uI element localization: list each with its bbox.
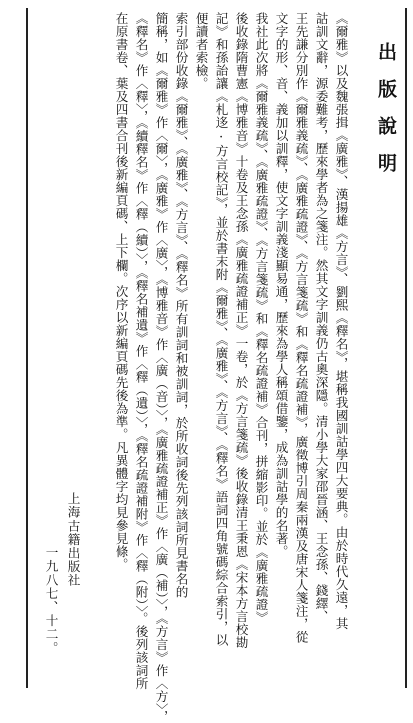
body-line: 索引部份收錄《爾雅》、《廣雅》、《方言》、《釋名》所有訓詞和被訓詞，於所收詞後先列該詞所見書名的 — [173, 12, 189, 599]
body-line: 《爾雅》以及魏張揖《廣雅》、漢揚雄《方言》、劉熙《釋名》，堪稱我國訓詁學四大要典。由於時代久遠，其 — [333, 12, 349, 631]
body-line: 後收錄隋曹憲《博雅音》十卷及王念孫《廣雅疏證補正》一卷，於《方言箋疏》後收錄清王秉恩《宋本方言校勘 — [233, 12, 249, 649]
publish-date: 一九八七、十二。 — [43, 546, 59, 655]
body-line: 在原書卷、葉及四書合刊後新編頁碼、上下欄。次序以新編頁碼先後為準。凡異體字均見參見條。 — [113, 12, 129, 571]
body-line: 記》和孫詒讓《札迻·方言校記》，並於書末附《爾雅》、《廣雅》、《方言》、《釋名》語詞四角號碼綜合索引，以 — [213, 12, 229, 647]
body-line: 王先謙分別作《爾雅義疏》、《廣雅疏證》、《方言箋疏》和《釋名疏證補》，廣徵博引周秦兩漢及唐宋人箋注，從 — [293, 12, 309, 644]
body-line: 《釋名》作〈釋〉，《續釋名》作〈釋（續）〉，《釋名補遺》作〈釋（遺）〉，《釋名疏證補附》作〈釋（附）〉。後列該詞所 — [133, 12, 149, 690]
publisher-name: 上海古籍出版社 — [65, 492, 81, 588]
body-line: 簡稱，如《爾雅》作〈爾〉，《廣雅》作〈廣〉，《博雅音》作〈廣（音）〉，《廣雅疏證補正》作〈廣（補）〉，《方言》作〈方〉， — [153, 12, 169, 723]
body-line: 我社此次將《爾雅義疏》、《廣雅疏證》、《方言箋疏》和《釋名疏證補》合刊，拼縮影印。並於《廣雅疏證》 — [253, 12, 269, 624]
body-line: 便讀者索檢。 — [193, 12, 209, 90]
body-line: 詁訓文辭，源委難考，歷來學者為之箋注。然其文字訓義仍古奧深隱。清小學大家邵晉涵、王念孫、錢繹、 — [313, 12, 329, 623]
document-title: 出版說明 — [375, 42, 397, 190]
body-line: 文字的形、音、義加以訓釋，使文字訓義淺顯易通，歷來為學人稱頌借鑒，成為訓詁學的名著。 — [273, 12, 289, 558]
